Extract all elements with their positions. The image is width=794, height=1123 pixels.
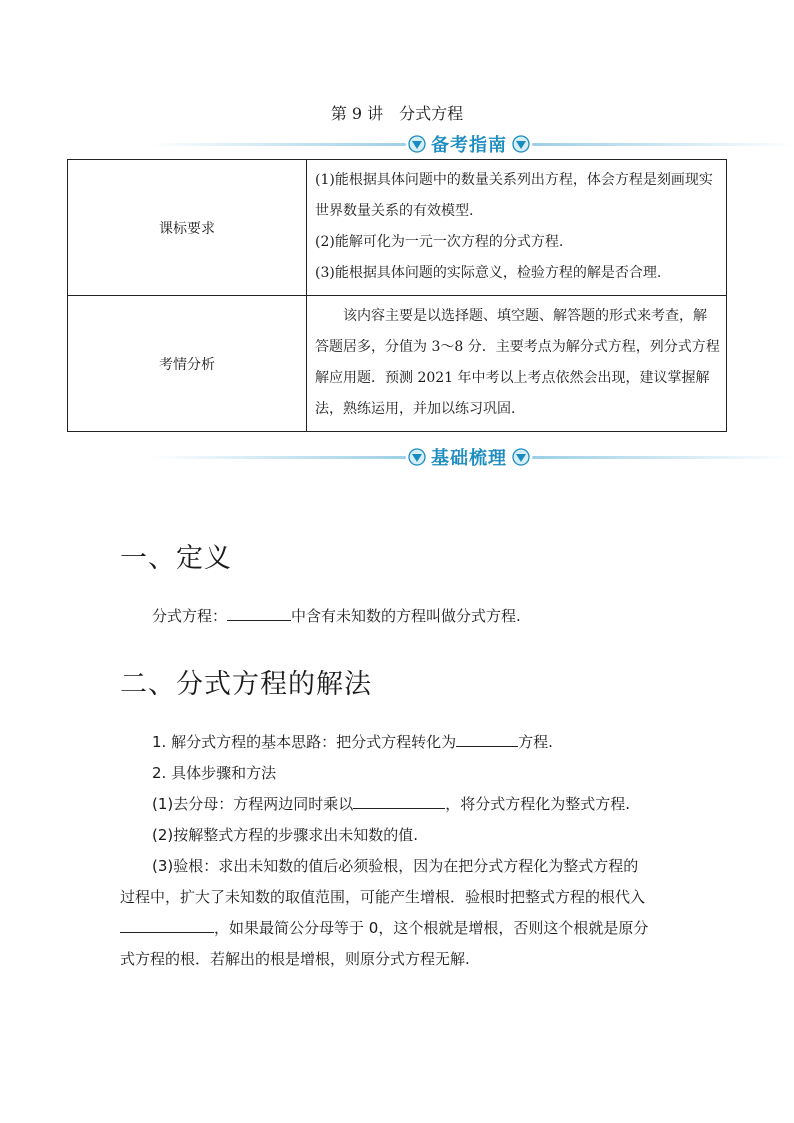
table-row [68,160,727,296]
step-1-prefix: (1)去分母：方程两边同时乘以 [152,795,354,813]
item-basic-idea-suffix: 方程. [518,733,553,751]
lesson-title: 第 9 讲 分式方程 [330,104,464,123]
pointer-left-icon [407,447,427,467]
row-body-analysis [307,296,727,432]
step-3-line-3 [120,917,648,938]
item-steps-heading: 2. 具体步骤和方法 [152,764,277,782]
banner-basics-text: 基础梳理 [431,448,507,469]
banner-line-right [532,143,794,146]
step-3-line-3-text: ，如果最简公分母等于 0，这个根就是增根，否则这个根就是原分 [214,919,649,937]
item-basic-idea-prefix: 1. 解分式方程的基本思路：把分式方程转化为 [152,733,457,751]
analysis-paragraph: 该内容主要是以选择题、填空题、解答题的形式来考查，解答题居多，分值为 3～8 分．主要考点为解分式方程，列分式方程解应用题．预测 2021 年中考以上考点依然会出现，建议掌握解法，熟练运用，并加以练习巩固. [315,308,720,417]
definition-prefix: 分式方程： [152,607,228,625]
item-basic-idea [152,731,553,752]
fill-blank [456,731,518,747]
banner-guide [150,132,794,156]
standards-line-3: (3)能根据具体问题的实际意义，检验方程的解是否合理. [315,265,662,281]
fill-blank [227,605,291,621]
pointer-right-icon [511,447,531,467]
banner-line-left [150,456,406,459]
section-heading-solving: 二、分式方程的解法 [120,669,372,700]
step-3-line-2: 过程中，扩大了未知数的取值范围，可能产生增根．验根时把整式方程的根代入 [120,888,646,906]
row-head-standards: 课标要求 [68,160,307,296]
table-row [68,296,727,432]
pointer-right-icon [511,134,531,154]
standards-line-1: (1)能根据具体问题中的数量关系列出方程，体会方程是刻画现实世界数量关系的有效模型. [315,172,713,219]
definition-line [152,605,521,626]
fill-blank [353,793,445,809]
banner-guide-text: 备考指南 [431,135,507,156]
row-body-standards [307,160,727,296]
banner-line-left [150,143,406,146]
pointer-left-icon [407,134,427,154]
banner-line-right [532,456,794,459]
guide-table [67,159,727,432]
section-heading-definition: 一、定义 [120,543,232,574]
definition-suffix: 中含有未知数的方程叫做分式方程. [291,607,521,625]
banner-basics [150,445,794,469]
step-1-suffix: ，将分式方程化为整式方程. [445,795,631,813]
row-head-analysis: 考情分析 [68,296,307,432]
step-3-line-1: (3)验根：求出未知数的值后必须验根，因为在把分式方程化为整式方程的 [152,857,639,875]
step-3-line-4: 式方程的根．若解出的根是增根，则原分式方程无解. [120,950,470,968]
step-2: (2)按解整式方程的步骤求出未知数的值. [152,826,419,844]
standards-line-2: (2)能解可化为一元一次方程的分式方程. [315,234,564,250]
step-1 [152,793,630,814]
fill-blank [120,917,214,933]
